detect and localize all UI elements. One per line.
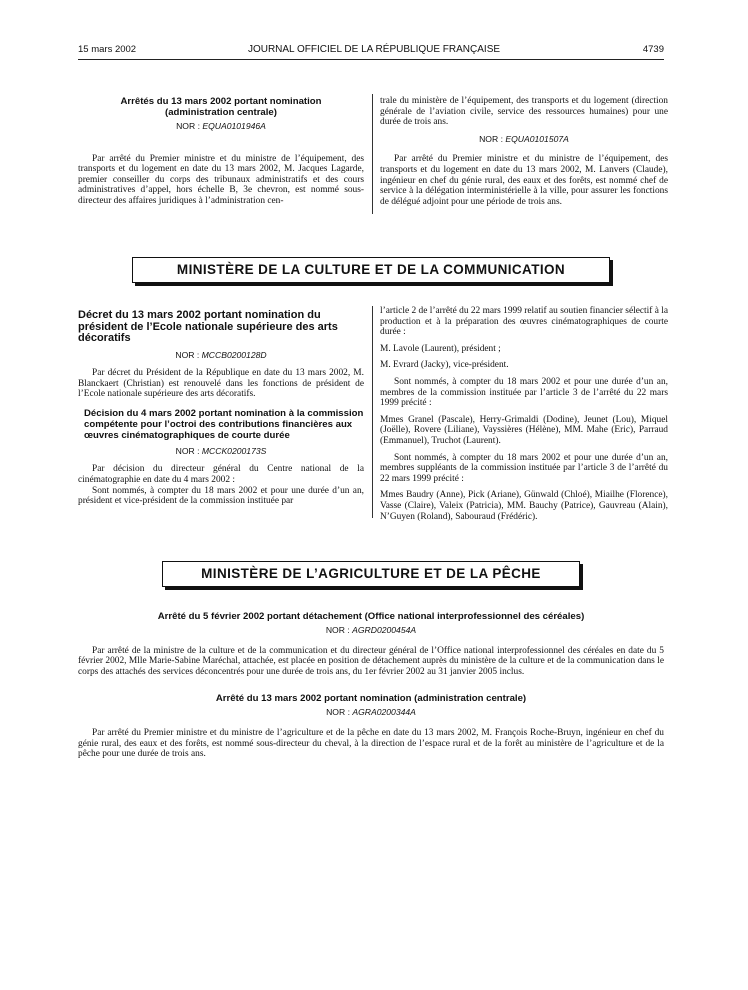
vice-president-line: M. Evrard (Jacky), vice-président.	[380, 360, 509, 371]
nor-line: NOR : AGRA0200344A	[326, 707, 416, 718]
decret-title: Décret du 13 mars 2002 portant nomination du président de l’Ecole nationale supérieure des arts décoratifs	[78, 309, 338, 344]
section3-block	[78, 611, 664, 760]
nor-line: NOR : EQUA0101507A	[479, 133, 569, 144]
column-divider	[372, 94, 373, 214]
decision-paragraph: Sont nommés, à compter du 18 mars 2002 et pour une durée d’un an, président et vice-président de la commission instituée par	[78, 485, 364, 507]
arrete-title: Arrêtés du 13 mars 2002 portant nomination	[120, 96, 322, 107]
journal-title: JOURNAL OFFICIEL DE LA RÉPUBLIQUE FRANÇAISE	[247, 44, 501, 55]
decret-paragraph: Par décret du Président de la République en date du 13 mars 2002, M. Blanckaert (Christian) est renouvelé dans les fonctions de président de l’Ecole nationale supérieure des arts décoratifs.	[78, 368, 364, 400]
section1-left-column	[78, 96, 364, 207]
arrete-subtitle: (administration centrale)	[165, 107, 277, 118]
decision-continuation: l’article 2 de l’arrêté du 22 mars 1999 relatif au soutien financier sélectif à la production et à la préparation des œuvres cinématographiques de courte durée :	[380, 306, 668, 338]
nor-line: NOR : MCCK0200173S	[175, 445, 267, 456]
arrete-continuation: trale du ministère de l’équipement, des transports et du logement (direction générale de l’aviation civile, service des ressources humaines) pour une durée de trois ans.	[380, 96, 668, 128]
arrete-paragraph: Par arrêté du Premier ministre et du ministre de l’équipement, des transports et du logement en date du 13 mars 2002, M. Jacques Lagarde, premier conseiller du corps des tribunaux administratifs et des cours administratives d’appel, hors échelle B, 3e chevron, est nommé sous-directeur des affaires juridiques à l’administration cen-	[78, 153, 364, 206]
members-intro: Sont nommés, à compter du 18 mars 2002 et pour une durée d’un an, membres de la commission instituée par l’article 3 de l’arrêté du 22 mars 1999 précité :	[380, 376, 668, 409]
header-rule	[78, 59, 664, 60]
arrete-nomination-paragraph: Par arrêté du Premier ministre et du ministre de l’agriculture et de la pêche en date du 13 mars 2002, M. François Roche-Bruyn, ingénieur en chef du génie rural, des eaux et des forêts, est nommé sous-directeur du cheval, à la direction de l’espace rural et de la forêt au ministère de l’agriculture et de la pêche pour une durée de trois ans.	[78, 727, 664, 760]
column-divider	[372, 306, 373, 518]
arrete-nomination-title: Arrêté du 13 mars 2002 portant nomination (administration centrale)	[215, 693, 527, 705]
ministry-culture-banner: MINISTÈRE DE LA CULTURE ET DE LA COMMUNICATION	[132, 257, 610, 283]
section2-right-column	[380, 306, 668, 522]
members-list: Mmes Granel (Pascale), Herry-Grimaldi (Dodine), Jeunet (Lou), Miquel (Joëlle), Rovere (Liliane), Vayssières (Hélène), MM. Mahe (Eric), Parraud (Emmanuel), Truchot (Laurent).	[380, 414, 668, 446]
decision-title: Décision du 4 mars 2002 portant nomination à la commission compétente pour l’octroi des contributions financières aux œuvres cinématographiques de courte durée	[84, 407, 364, 441]
arrete-detachement-title: Arrêté du 5 février 2002 portant détachement (Office national interprofessionnel des céréales)	[157, 611, 585, 622]
arrete-detachement-paragraph: Par arrêté de la ministre de la culture et de la communication et du directeur général de l’Office national interprofessionnel des céréales en date du 5 février 2002, Mlle Marie-Sabine Maréchal, attachée, est placée en position de détachement auprès du ministère de la culture et de la communication dans le corps des attachés des services déconcentrés pour une durée de trois ans, du 1er février 2002 au 31 janvier 2005 inclus.	[78, 645, 664, 677]
arrete-paragraph: Par arrêté du Premier ministre et du ministre de l’équipement, des transports et du logement en date du 13 mars 2002, M. Lanvers (Claude), ingénieur en chef du génie rural, des eaux et des forêts, est nommé chef de service à la délégation interministérielle à la ville, pour assurer les fonctions de délégué adjoint pour une période de trois ans.	[380, 154, 668, 207]
section2-left-column	[78, 310, 364, 507]
president-line: M. Lavole (Laurent), président ;	[380, 343, 501, 354]
page-number: 4739	[642, 44, 664, 55]
decision-paragraph: Par décision du directeur général du Centre national de la cinématographie en date du 4 mars 2002 :	[78, 464, 364, 486]
header-date: 15 mars 2002	[78, 44, 137, 55]
nor-line: NOR : AGRD0200454A	[325, 625, 417, 635]
ministry-agriculture-banner: MINISTÈRE DE L’AGRICULTURE ET DE LA PÊCHE	[162, 561, 580, 587]
section1-right-column	[380, 96, 668, 207]
substitutes-list: Mmes Baudry (Anne), Pick (Ariane), Günwald (Chloé), Miailhe (Florence), Vasse (Claire), Valeix (Patricia), MM. Bauchy (Patrice), Gauvreau (Alain), N’Guyen (Roland), Sabouraud (Frédéric).	[380, 490, 668, 522]
nor-line: NOR : MCCB0200128D	[175, 349, 267, 360]
nor-line: NOR : EQUA0101946A	[176, 121, 266, 131]
substitutes-intro: Sont nommés, à compter du 18 mars 2002 et pour une durée d’un an, membres suppléants de la commission instituée par l’article 3 de l’arrêté du 22 mars 1999 précité :	[380, 452, 668, 484]
